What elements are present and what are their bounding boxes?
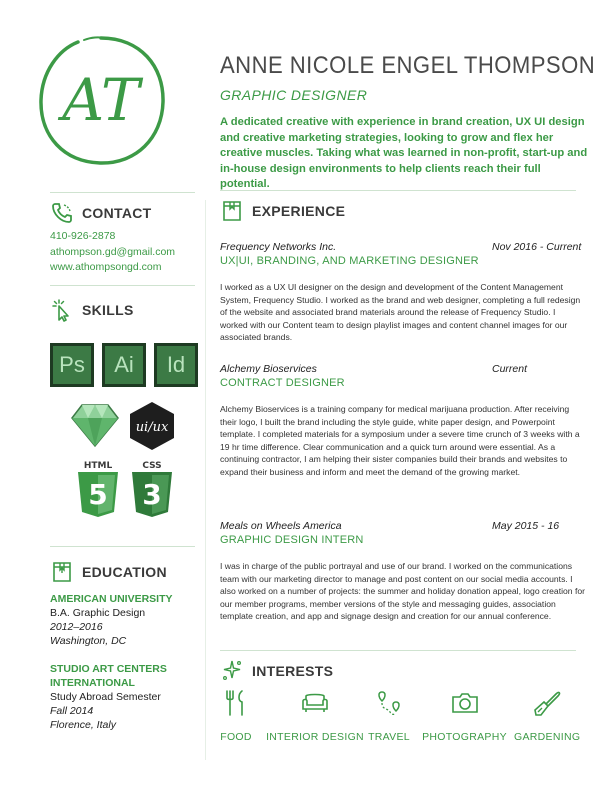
css3-icon <box>130 458 174 518</box>
school-dates: 2012–2016 <box>50 621 103 633</box>
cursor-click-icon <box>50 298 74 322</box>
school-location: Florence, Italy <box>50 719 116 731</box>
css3-label: CSS <box>142 461 162 471</box>
school-name: AMERICAN UNIVERSITY <box>50 593 173 605</box>
interest-food <box>220 688 252 743</box>
photoshop-icon: Ps <box>50 343 94 387</box>
uiux-badge <box>127 401 177 451</box>
app-skills-row <box>50 343 198 387</box>
column-divider <box>205 200 206 760</box>
education-heading-label: EDUCATION <box>82 564 167 580</box>
interest-label: GARDENING <box>514 731 581 743</box>
contact-info <box>50 229 175 276</box>
monogram-logo <box>32 32 170 170</box>
contact-heading-label: CONTACT <box>82 205 152 221</box>
divider <box>50 285 195 286</box>
book-icon <box>50 560 74 584</box>
interests-heading <box>220 659 333 683</box>
interest-label: TRAVEL <box>368 731 410 743</box>
job-role: CONTRACT DESIGNER <box>220 377 345 389</box>
divider <box>50 546 195 547</box>
interest-label: INTERIOR DESIGN <box>266 731 364 743</box>
book-icon <box>220 199 244 223</box>
job-role: UX|UI, BRANDING, AND MARKETING DESIGNER <box>220 255 479 267</box>
job-role: GRAPHIC DESIGN INTERN <box>220 534 364 546</box>
school-location: Washington, DC <box>50 635 127 647</box>
html5-icon <box>76 458 120 518</box>
indesign-icon: Id <box>154 343 198 387</box>
experience-heading-label: EXPERIENCE <box>252 203 346 219</box>
phone-number[interactable]: 410-926-2878 <box>50 230 116 242</box>
summary-paragraph: A dedicated creative with experience in brand creation, UX UI design and creative marketing strategies, looking to grow and flex her creative muscles. Taking what was learned in non-profit, start-up and in-house design environments to help clients reach their full potential. <box>220 116 588 190</box>
job-dates: May 2015 - 16 <box>492 520 560 532</box>
camera-icon <box>450 688 480 718</box>
interest-gardening <box>514 688 580 743</box>
website-link[interactable]: www.athompsongd.com <box>50 261 162 273</box>
company-name: Meals on Wheels America <box>220 520 342 532</box>
school-name-line2: INTERNATIONAL <box>50 677 135 689</box>
school-name-line1: STUDIO ART CENTERS <box>50 663 167 675</box>
job-entry <box>220 241 585 344</box>
html5-label: HTML <box>83 461 113 471</box>
contact-heading <box>50 201 152 225</box>
interest-travel <box>368 688 410 743</box>
education-entry <box>50 592 173 648</box>
skills-heading-label: SKILLS <box>82 302 134 318</box>
skills-heading <box>50 298 134 322</box>
job-description: Alchemy Bioservices is a training company for medical marijuana production. After receiving their logo, I built the brand including the style guide, white paper design, and Powerpoint template. I completed materials for a symposium under a severe time crunch of 3 weeks with a 19 hr time difference. Clear communication and a quick turn around were essential. As a continuing contractor, I am helping their sister companies build their brands and websites to expand their business and inform and meet the demand of the growing market. <box>220 404 580 477</box>
sparkle-icon <box>220 659 244 683</box>
phone-icon <box>50 201 74 225</box>
monogram-text: AT <box>62 66 140 134</box>
divider <box>50 192 195 193</box>
job-description: I was in charge of the public portrayal and use of our brand. I worked on the communications team with our marketing director to manage and post content on our social media accounts. I also worked on a number of projects: the summer and holiday donation appeal, logo creation for our member programs, member versions of the style and messaging guides, association template creation, and app and signage design and creation for our annual conference. <box>220 561 585 622</box>
job-entry <box>220 520 585 623</box>
job-dates: Current <box>492 363 528 375</box>
education-entry <box>50 662 167 732</box>
degree: B.A. Graphic Design <box>50 607 146 619</box>
job-entry <box>220 363 585 479</box>
education-heading <box>50 560 167 584</box>
html5-number: 5 <box>88 478 108 511</box>
job-title: GRAPHIC DESIGNER <box>220 87 368 103</box>
sofa-icon <box>300 688 330 718</box>
divider <box>220 190 576 191</box>
map-pin-route-icon <box>374 688 404 718</box>
interest-photography <box>422 688 507 743</box>
candidate-name: ANNE NICOLE ENGEL THOMPSON <box>220 52 596 79</box>
fork-knife-icon <box>221 688 251 718</box>
interest-interior-design <box>266 688 364 743</box>
experience-heading <box>220 199 345 223</box>
illustrator-icon: Ai <box>102 343 146 387</box>
interests-heading-label: INTERESTS <box>252 663 334 679</box>
company-name: Alchemy Bioservices <box>220 363 317 375</box>
company-name: Frequency Networks Inc. <box>220 241 337 253</box>
school-dates: Fall 2014 <box>50 705 94 717</box>
degree: Study Abroad Semester <box>50 691 161 703</box>
sketch-icon <box>70 402 120 448</box>
interest-label: FOOD <box>220 731 252 743</box>
trowel-icon <box>532 688 562 718</box>
divider <box>220 650 576 651</box>
css3-number: 3 <box>142 478 162 511</box>
job-dates: Nov 2016 - Current <box>492 241 582 253</box>
email-link[interactable]: athompson.gd@gmail.com <box>50 245 176 258</box>
interest-label: PHOTOGRAPHY <box>422 731 507 743</box>
uiux-badge-text: ui/ux <box>135 420 169 435</box>
job-description: I worked as a UX UI designer on the design and development of the Content Management System, Frequency Studio. I worked as the brand and web designer, completing a full redesign of the website and associated brand materials around the release of Frequency Studio. I worked with our Content team to design playlist images and content channel images for our associated brands. <box>220 282 581 343</box>
